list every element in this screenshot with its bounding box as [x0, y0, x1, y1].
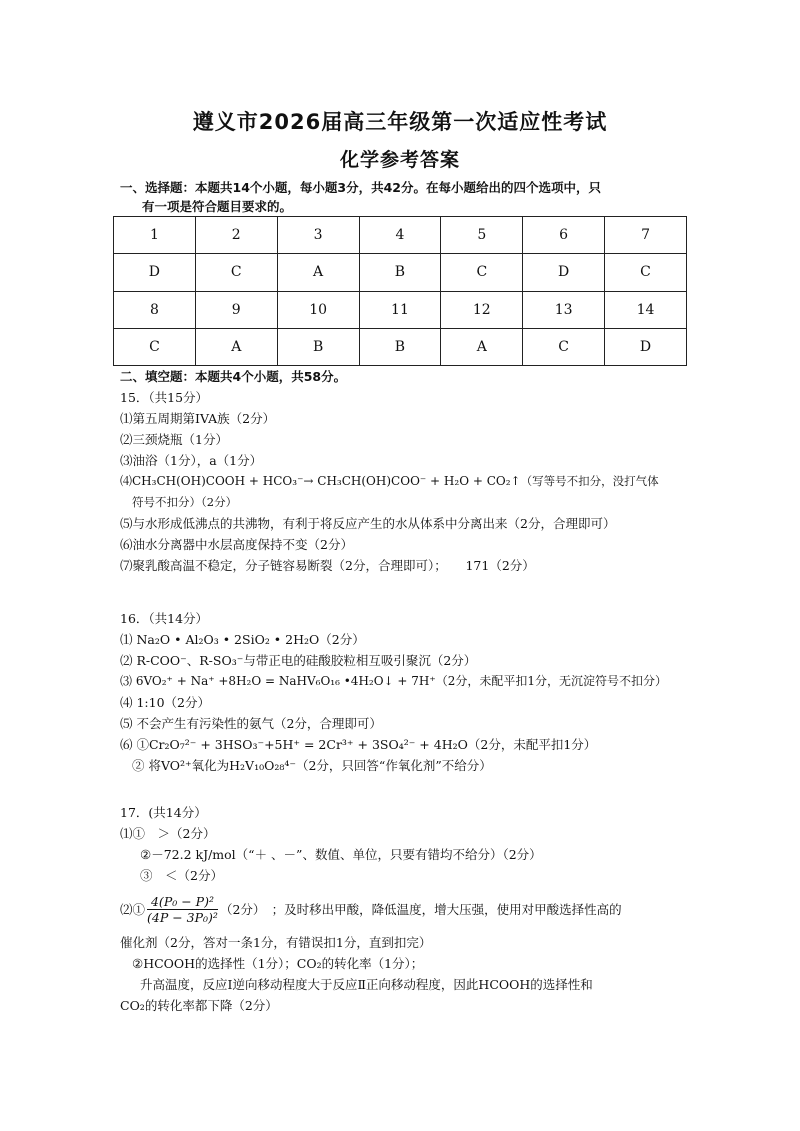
table-cell: 12	[441, 291, 523, 328]
exam-title: 遵义市2026届高三年级第一次适应性考试	[192, 110, 608, 134]
table-cell: C	[441, 254, 523, 291]
fraction-denominator: (4P − 3P₀)²	[147, 909, 218, 925]
q17-answer-1-2: ②－72.2 kJ/mol（“＋ 、－”、数值、单位，只要有错均不给分）（2分）	[140, 847, 542, 862]
q15-answer-4-equation: ⑷CH₃CH(OH)COOH + HCO₃⁻→ CH₃CH(OH)COO⁻ + H₂O + CO₂↑	[120, 474, 521, 488]
q17-answer-2-2: ②HCOOH的选择性（1分）；CO₂的转化率（1分）；	[132, 956, 424, 971]
q16-title: 16．（共14分）	[120, 611, 209, 626]
q16-answer-1: ⑴ Na₂O • Al₂O₃ • 2SiO₂ • 2H₂O（2分）	[120, 632, 365, 647]
choice-answer-table	[113, 216, 687, 366]
q15-answer-3: ⑶油浴（1分），a（1分）	[120, 453, 263, 468]
table-cell: A	[195, 328, 277, 365]
table-cell: 4	[359, 217, 441, 254]
answer-key-subtitle: 化学参考答案	[339, 149, 460, 171]
q17-answer-2-3-cont: CO₂的转化率都下降（2分）	[120, 998, 278, 1013]
q15-answer-4-note-cont: 符号不扣分）（2分）	[132, 495, 238, 509]
table-cell: 10	[277, 291, 359, 328]
table-cell: C	[605, 254, 687, 291]
table-cell: 7	[605, 217, 687, 254]
table-cell: 14	[605, 291, 687, 328]
table-cell: D	[523, 254, 605, 291]
table-cell: C	[195, 254, 277, 291]
question-17-block	[120, 802, 690, 1016]
table-cell: 13	[523, 291, 605, 328]
q16-answer-5: ⑸ 不会产生有污染性的氨气（2分，合理即可）	[120, 716, 382, 731]
table-cell: 1	[114, 217, 196, 254]
question-16-block	[120, 608, 690, 776]
q15-answer-4-note: （写等号不扣分，没打气体	[520, 474, 659, 488]
q17-title: 17．(共14分）	[120, 805, 207, 820]
q17-answer-2-1-cont: 催化剂（2分，答对一条1分，有错误扣1分，直到扣完）	[120, 935, 432, 950]
q16-answer-7: ② 将VO²⁺氧化为H₂V₁₀O₂₈⁴⁻（2分，只回答“作氧化剂”不给分）	[132, 758, 492, 773]
q15-answer-6: ⑹油水分离器中水层高度保持不变（2分）	[120, 537, 353, 552]
table-cell: C	[523, 328, 605, 365]
table-cell: D	[605, 328, 687, 365]
q16-answer-3: ⑶ 6VO₂⁺ + Na⁺ +8H₂O = NaHV₆O₁₆ •4H₂O↓ + 7H⁺（2分，未配平扣1分，无沉淀符号不扣分）	[120, 674, 667, 688]
q17-answer-1-3: ③ ＜（2分）	[140, 868, 223, 883]
table-row	[114, 217, 687, 254]
question-15-block	[120, 366, 690, 576]
table-cell: 11	[359, 291, 441, 328]
table-cell: A	[277, 254, 359, 291]
q17-answer-2-3: 升高温度，反应Ⅰ逆向移动程度大于反应Ⅱ正向移动程度，因此HCOOH的选择性和	[140, 977, 593, 992]
q17-kp-fraction	[147, 894, 218, 925]
section1-heading	[120, 178, 690, 216]
q16-answer-6: ⑹ ①Cr₂O₇²⁻ + 3HSO₃⁻+5H⁺ = 2Cr³⁺ + 3SO₄²⁻ + 4H₂O（2分，未配平扣1分）	[120, 737, 597, 752]
section1-heading-line1: 一、选择题：本题共14个小题，每小题3分，共42分。在每小题给出的四个选项中，只	[120, 180, 601, 195]
q17-answer-1-1: ⑴① ＞（2分）	[120, 826, 216, 841]
q15-answer-7: ⑺聚乳酸高温不稳定，分子链容易断裂（2分，合理即可）； 171（2分）	[120, 558, 535, 573]
q16-answer-4: ⑷ 1:10（2分）	[120, 695, 210, 710]
table-cell: D	[114, 254, 196, 291]
table-cell: 6	[523, 217, 605, 254]
table-cell: C	[114, 328, 196, 365]
table-row	[114, 291, 687, 328]
section1-heading-line2: 有一项是符合题目要求的。	[142, 199, 293, 214]
table-cell: 8	[114, 291, 196, 328]
q15-answer-4	[120, 471, 690, 492]
table-cell: 5	[441, 217, 523, 254]
table-cell: A	[441, 328, 523, 365]
table-cell: B	[359, 328, 441, 365]
q15-answer-5: ⑸与水形成低沸点的共沸物，有利于将反应产生的水从体系中分离出来（2分，合理即可）	[120, 516, 616, 531]
table-row	[114, 254, 687, 291]
table-cell: B	[359, 254, 441, 291]
q15-title: 15．（共15分）	[120, 390, 209, 405]
table-cell: B	[277, 328, 359, 365]
table-cell: 9	[195, 291, 277, 328]
table-cell: 3	[277, 217, 359, 254]
q17-answer-2-1-prefix: ⑵①	[120, 902, 146, 917]
q16-answer-2: ⑵ R-COO⁻、R-SO₃⁻与带正电的硅酸胶粒相互吸引聚沉（2分）	[120, 653, 477, 668]
q17-answer-2-1-rest: （2分） ；及时移出甲酸，降低温度，增大压强，使用对甲酸选择性高的	[219, 902, 622, 917]
table-row	[114, 328, 687, 365]
q17-answer-2-1	[120, 886, 690, 932]
table-cell: 2	[195, 217, 277, 254]
fraction-numerator: 4(P₀ − P)²	[147, 894, 218, 910]
section2-heading: 二、填空题：本题共4个小题，共58分。	[120, 369, 347, 384]
q15-answer-1: ⑴第五周期第IVA族（2分）	[120, 411, 276, 426]
q15-answer-2: ⑵三颈烧瓶（1分）	[120, 432, 228, 447]
